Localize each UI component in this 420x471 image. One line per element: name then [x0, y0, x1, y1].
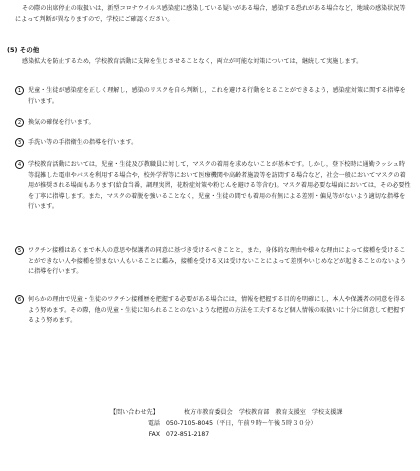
- list-item-5: [15, 246, 411, 278]
- list-item-1: [15, 86, 411, 107]
- fax-label: FAX: [148, 431, 160, 438]
- list-item-6: [15, 295, 411, 327]
- item-text: ワクチン接種はあくまで本人の意思や保護者の同意に基づき受けるべきことと，また，身体的な理由や様々な理由によって接種を受けることができない人や接種を望まない人もいることに鑑み，接種を受ける又は受けないことによって差別やいじめなどが起きることのないように指導を行います。: [28, 247, 407, 276]
- item-number: 6: [15, 295, 24, 304]
- section-lead-paragraph: 感染拡大を防止するため，学校教育活動に支障を生じさせることなく，両立が可能な対策については，継続して実施します。: [22, 58, 363, 65]
- tel-label: 電話: [147, 420, 160, 427]
- list-item-3: [15, 138, 411, 149]
- item-number: 1: [15, 86, 24, 95]
- item-number: 5: [15, 246, 24, 255]
- fax-value: 072-851-2187: [166, 431, 210, 438]
- contact-fax-row: [110, 430, 415, 441]
- tel-value: 050-7105-8045（平日，午前９時～午後５時３０分）: [166, 420, 317, 427]
- item-number: 2: [15, 118, 24, 127]
- item-text: 学校教育活動においては，児童・生徒及び教職員に対して，マスクの着用を求めないことが基本です。しかし，登下校時に通勤ラッシュ時等混雑した電車やバスを利用する場合や，校外学習等において医療機関や高齢者施設等を訪問する場合など，社会一般においてマスクの着用が推奨される場面もあります(給食当番，調理実習，花粉症対策や粉じんを避ける等含む)。マスク着用必要な場面においては，その必要性を丁寧に指導します。また，マスクの着脱を強いることなく，児童・生徒の間でも着用の有無による差別・偏見等がないよう適切な指導を行います。: [28, 161, 411, 211]
- item-text: 換気の確保を行います。: [28, 119, 95, 126]
- contact-label: 【問い合わせ先】: [110, 409, 159, 416]
- item-text: 児童・生徒が感染症を正しく理解し，感染のリスクを自ら判断し，これを避ける行動をとることができるよう，感染症対策に関する指導を行います。: [28, 87, 406, 105]
- section-heading: (5) その他: [7, 46, 40, 54]
- contact-organization: 枚方市教育委員会 学校教育部 教育支援室 学校支援課: [184, 409, 343, 416]
- list-item-4: [15, 160, 411, 213]
- item-number: 4: [15, 160, 24, 169]
- item-number: 3: [15, 138, 24, 147]
- item-text: 何らかの理由で児童・生徒のワクチン接種歴を把握する必要がある場合には，情報を把握する目的を明確にし，本人や保護者の同意を得るよう努めます。その際，他の児童・生徒に知られることのないような把握の方法を工夫するなど個人情報の取扱いに十分に留意して把握するよう努めます。: [28, 296, 406, 325]
- list-item-2: [15, 118, 411, 129]
- intro-paragraph: その際の出席停止の取扱いは，新型コロナウイルス感染症に感染している疑いがある場合，感染する恐れがある場合など，地域の感染状況等によって判断が異なりますので，学校にご確認ください。: [15, 5, 406, 23]
- contact-org-row: [110, 408, 415, 419]
- item-text: 手洗い等の手指衛生の指導を行います。: [28, 139, 138, 146]
- contact-tel-row: [110, 419, 415, 430]
- contact-block: [110, 408, 415, 441]
